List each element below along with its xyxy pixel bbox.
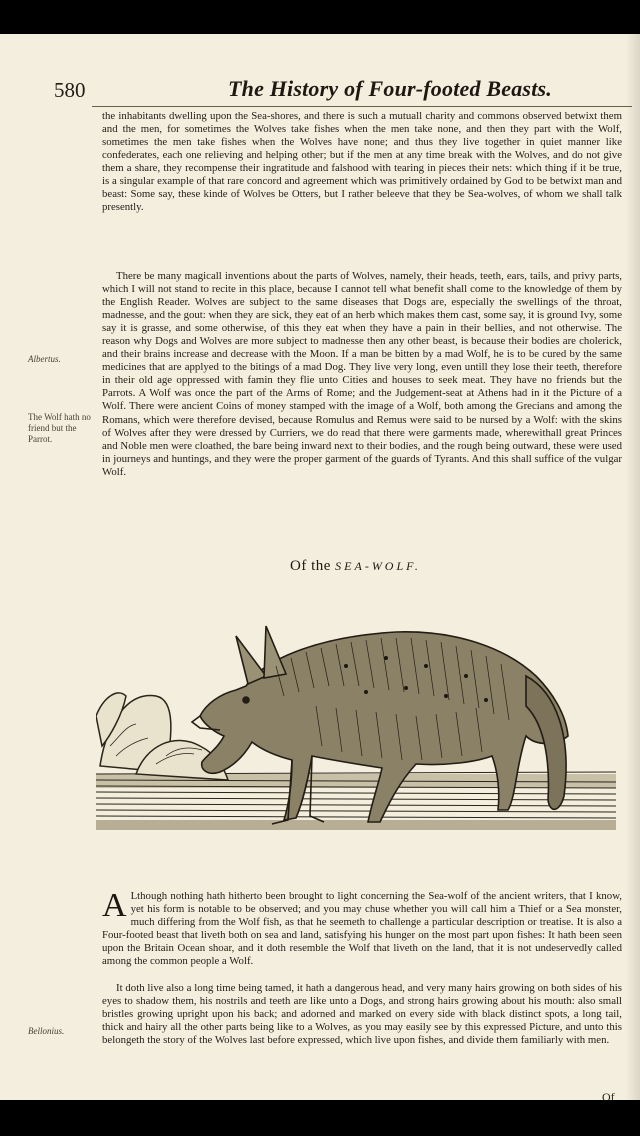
section-heading-title: SEA-WOLF.	[335, 559, 421, 573]
paragraph-tamed	[102, 982, 622, 1047]
drop-cap: A	[102, 887, 127, 924]
running-title: The History of Four-footed Beasts.	[228, 76, 552, 101]
page-number: 580	[54, 78, 86, 102]
paragraph-text: the inhabitants dwelling upon the Sea-shores, and there is such a mutuall charity and commons observed betwixt them and the men, for sometimes the Wolves take fishes when the men take none, and then they part with the Wolf, sometimes the men take fishes when the Wolves have none; and thus they live together in quiet manner like confederates, each one relieving and helping other; but if the men at any time break with the Wolves, and do not give them a share, they recompense their ingratitude and falshood with tearing in pieces their nets: which thing if it be true, is a singular example of that rare concord and agreement which was primitively ordained by God to be betwixt man and beast: Some say, these kinde of Wolves be Otters, but I rather beleeve that they be Sea-wolves, of whom we shall talk presently.	[102, 110, 622, 214]
paragraph-magicall-inventions	[102, 270, 622, 479]
page-edge-shadow	[626, 34, 640, 1100]
header-rule	[92, 106, 632, 107]
book-page	[0, 34, 640, 1100]
woodcut-sea-wolf	[192, 626, 568, 824]
section-heading-prefix: Of the	[290, 558, 331, 574]
paragraph-text: It doth live also a long time being tamed, it hath a dangerous head, and very many hairs growing on both sides of his eyes to shadow them, his nostrils and teeth are like unto a Dogs, and strong hairs growing about his mouth: also small bristles growing upright upon his back; and adorned and marked on every side with black distinct spots, a long tail, thick and hairy all the other parts being like to a Wolves, as you may easily see by this expressed Picture, and unto this belongeth the story of the Wolves last before expressed, which live upon fishes, and divide them familiarly with men.	[102, 982, 622, 1047]
paragraph-sea-shores	[102, 110, 622, 214]
catchword: Of	[602, 1090, 615, 1100]
sea-wolf-woodcut	[96, 596, 616, 866]
section-heading	[290, 558, 421, 575]
paragraph-text: There be many magicall inventions about the parts of Wolves, namely, their heads, teeth, ears, tails, and privy parts, which I will not stand to recite in this place, because I cannot tell what benefit shall come to the knowledge of them by the English Reader. Wolves are subject to the same diseases that Dogs are, especially the swellings of the throat, madnesse, and the gout: when they are sick, they eat of an herb which makes them cast, some say, it is ground Ivy, some say it is grasse, and some otherwise, of this they eat when they have a pain in their bellies, and not otherwise. The reason why Dogs and Wolves are more subject to madnesse then any other beast, is because their bodies are cholerick, and their brains increase and decrease with the Moon. If a man be bitten by a mad Wolf, he is to be cured by the same medicines that are applyed to the bitings of a mad Dog. They live very long, even untill they lose their teeth, therefore in their old age oppressed with famin they flie unto Cities and houses to seek meat. They have no friends but the Parrots. A Wolf was once the part of the Arms of Rome; and the Judgement-seat at Athens had in it the Picture of a Wolf. There were ancient Coins of money stamped with the image of a Wolf, both among the Grecians and among the Romans, which were therefore devised, because Romulus and Remus were said to be nursed by a Wolf: with the skins of Wolves after they were dressed by Curriers, we do read that there were garments made, wherewithall great Princes and Noble men were cloathed, the bare being inward next to their bodies, and the rough being outward, these were used in journeys and huntings, and they were the proper garment of the guards of Tyrants. And this shall suffice of the vulgar Wolf.	[102, 270, 622, 478]
margin-note-wolf-friend: The Wolf hath no friend but the Parrot.	[28, 412, 91, 444]
paragraph-text: Lthough nothing hath hitherto been brought to light concerning the Sea-wolf of the ancient writers, that I know, yet his form is notable to be observed; and you may chuse whether you will call him a Thief or a Sea monster, much differing from the Wolf fish, as that he seemeth to challenge a particular description or treatise. It is also a Four-footed beast that liveth both on sea and land, satisfying his hunger on the most part upon fishes: It hath been seen upon the Britain Ocean shoar, and it doth resemble the Wolf that liveth on the land, that it is not undeservedly called among the common people a Wolf.	[102, 890, 622, 968]
margin-note-bellonius: Bellonius.	[28, 1026, 65, 1036]
margin-note-albertus: Albertus.	[28, 354, 61, 364]
paragraph-sea-wolf-description	[102, 887, 622, 968]
